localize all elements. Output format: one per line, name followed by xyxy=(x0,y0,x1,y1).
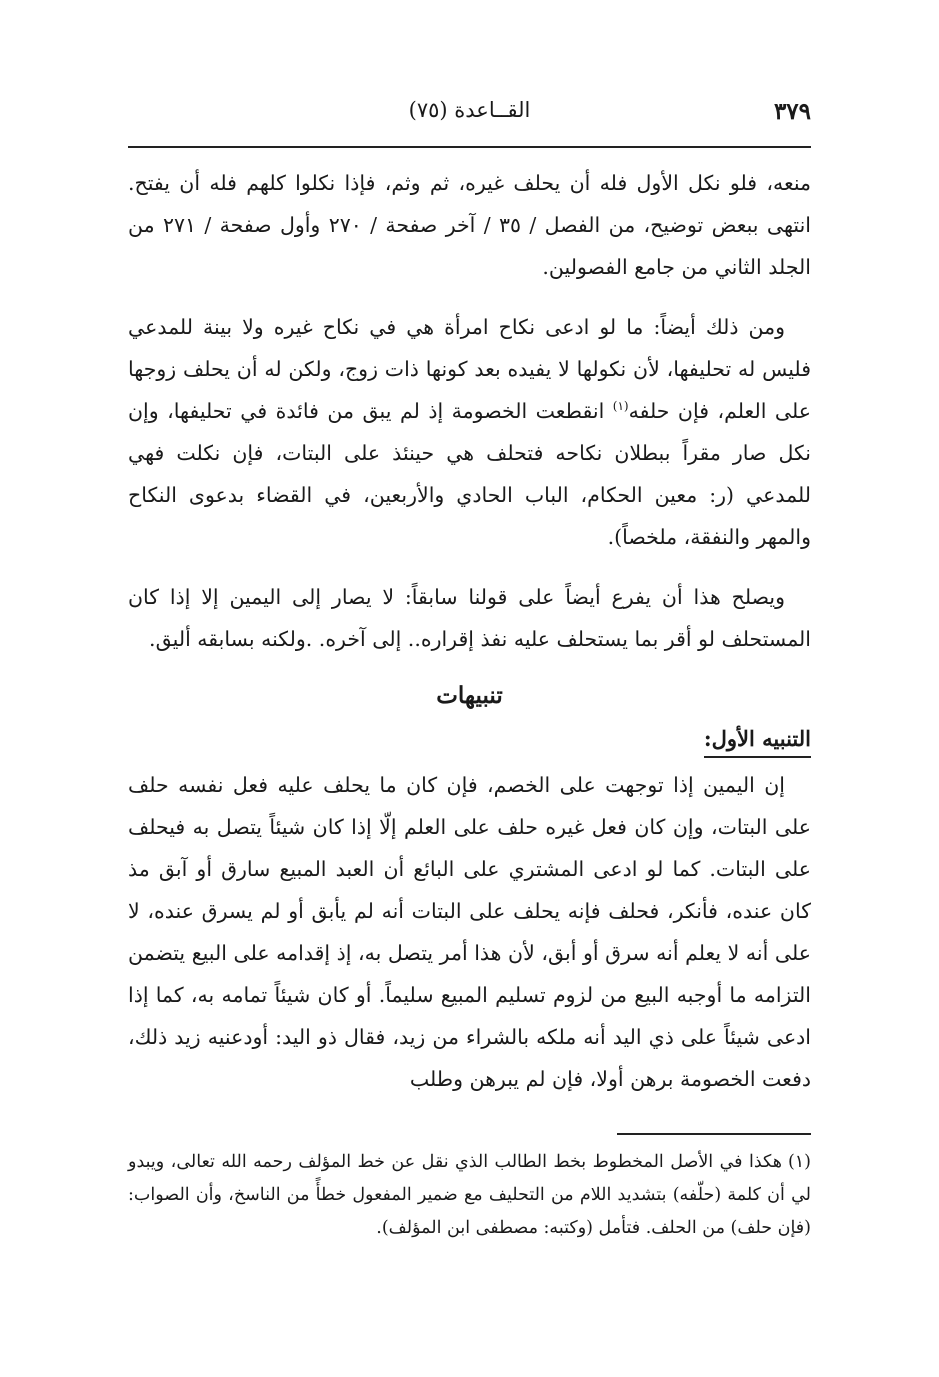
paragraph-2 xyxy=(128,306,811,558)
section-heading: تنبيهات xyxy=(436,682,503,709)
paragraph-1: منعه، فلو نكل الأول فله أن يحلف غيره، ثم وثم، فإذا نكلوا كلهم فله أن يفتح. انتهى ببعض توضيح، من الفصل / ٣٥ / آخر صفحة / ٢٧٠ وأول صفحة / ٢٧١ من الجلد الثاني من جامع الفصولين. xyxy=(128,171,811,279)
paragraph-3-text: يصلح هذا أن يفرع أيضاً على قولنا سابقاً: لا يصار إلى اليمين إلا إذا كان المستحلف لو أقر بما يستحلف عليه نفذ إقراره.. إلى آخره. .ولكنه بسابقه أليق. xyxy=(128,585,811,651)
paragraph-3 xyxy=(128,576,811,660)
running-title: القــاعدة (٧٥) xyxy=(408,98,531,122)
footnote-divider xyxy=(617,1133,811,1135)
main-text xyxy=(128,162,811,1118)
footnote-text: هكذا في الأصل المخطوط بخط الطالب الذي نقل عن خط المؤلف رحمه الله تعالى، ويبدو لي أن كلمة (حلّفه) بتشديد اللام من التحليف مع ضمير المفعول خطأً من الناسخ، وأن الصواب: (فإن حلف) من الحلف. فتأمل (وكتبه: مصطفى ابن المؤلف). xyxy=(128,1152,811,1238)
footnote-marker: (١) xyxy=(787,1152,811,1172)
sub-heading-wrapper xyxy=(128,718,811,764)
footnote-1 xyxy=(128,1146,811,1245)
paragraph-2-end: انقطعت الخصومة إذ لم يبق من فائدة في تحليفها، وإن نكل صار مقراً ببطلان نكاحه فتحلف هي حينئذ على البتات، فإن نكلت فهي للمدعي (ر: معين الحكام، الباب الحادي والأربعين، في القضاء بدعوى النكاح والمهر والنفقة، ملخصاً). xyxy=(128,399,811,549)
page-number: ٣٧٩ xyxy=(773,98,811,125)
paragraph-4: إن اليمين إذا توجهت على الخصم، فإن كان ما يحلف عليه فعل نفسه حلف على البتات، وإن كان فعل غيره حلف على العلم إلّا إذا كان شيئاً يتصل به فيحلف على البتات. كما لو ادعى المشتري على البائع أن العبد المبيع سارق أو آبق مذ كان عنده، فأنكر، فحلف فإنه يحلف على البتات أنه لم يأبق أو لم يسرق عنده، لا على أنه لا يعلم أنه سرق أو أبق، لأن هذا أمر يتصل به، إذ إقدامه على البيع يتضمن التزامه ما أوجبه البيع من لزوم تسليم المبيع سليماً. أو كان شيئاً تمامه به، كما إذا ادعى شيئاً على ذي اليد أنه ملكه بالشراء من زيد، فقال ذو اليد: أودعنيه زيد ذلك، دفعت الخصومة برهن أولا، فإن لم يبرهن وطلب xyxy=(128,773,811,1091)
paragraph-2-start: ومن ذلك أيضاً: ما لو ادعى نكاح امرأة هي في نكاح غيره ولا بينة للمدعي فليس له تحليفها، لأن نكولها لا يفيده بعد كونها ذات زوج، ولكن له أن يحلف زوجها على العلم، فإن حلفه xyxy=(128,315,811,423)
footnotes xyxy=(128,1146,811,1245)
footnote-reference[interactable]: (١) xyxy=(612,399,629,414)
page-header xyxy=(128,96,811,148)
paragraph-3-prefix: و xyxy=(775,585,785,609)
sub-heading: التنبيه الأول: xyxy=(704,722,811,758)
